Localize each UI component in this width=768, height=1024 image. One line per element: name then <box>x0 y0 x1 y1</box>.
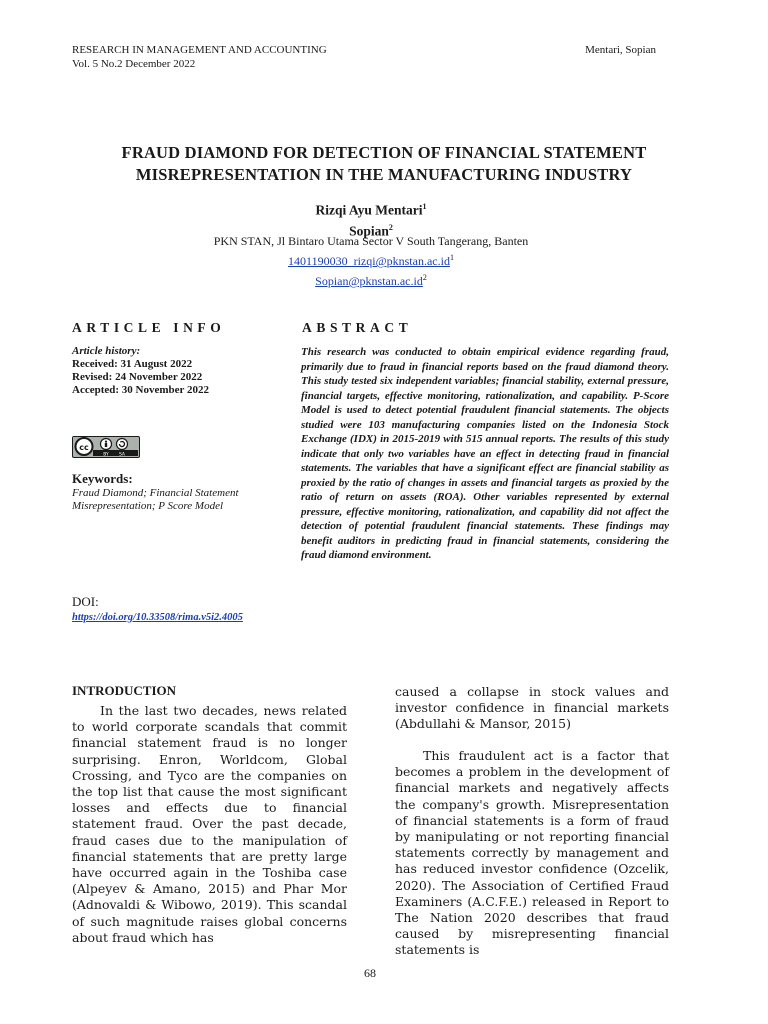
header-authors: Mentari, Sopian <box>585 44 656 56</box>
paper-title <box>40 142 728 186</box>
doi-label: DOI: <box>72 594 99 609</box>
email-2-sup: 2 <box>422 273 427 282</box>
abstract-text: This research was conducted to obtain empirical evidence regarding fraud, primarily due to fraud in financial reports based on the fraud diamond theory. This study tested six independent variables; financial stability, external pressure, financial targets, effective monitoring, rationalization, and capability. P-Score Model is used to detect potential fraudulent financial statements. The objects studied were 103 manufacturing companies listed on the Indonesia Stock Exchange (IDX) in 2015-2019 with 515 annual reports. The results of this study indicate that only two variables have an effect in detecting fraud in financial statements. The variables that have a significant effect are financial stability as proxied by the ratio of changes in assets and financial targets as proxied by the ratio of return on assets (ROA). Other variables represented by external pressure, effective monitoring, rationalization, and capability did not affect the detection of potential fraudulent financial statements. These findings may benefit auditors in predicting fraud in financial statements, considering the fraud diamond environment. <box>301 346 669 561</box>
article-info-heading: ARTICLE INFO <box>72 320 226 335</box>
history-label: Article history: <box>72 345 141 357</box>
journal-name: RESEARCH IN MANAGEMENT AND ACCOUNTING <box>72 44 327 56</box>
author-block <box>40 198 702 239</box>
revised-date: Revised: 24 November 2022 <box>72 371 203 383</box>
article-history <box>72 345 287 397</box>
running-header <box>72 43 327 71</box>
keywords-label: Keywords: <box>72 471 133 486</box>
email-1-sup: 1 <box>449 253 454 262</box>
keywords-line-1: Fraud Diamond; Financial Statement <box>72 487 239 499</box>
accepted-date: Accepted: 30 November 2022 <box>72 384 209 396</box>
author-1 <box>40 198 702 219</box>
svg-text:BY: BY <box>103 452 109 456</box>
email-2-link[interactable]: Sopian@pknstan.ac.id <box>315 274 423 288</box>
cc-license-icon <box>73 437 138 456</box>
introduction-paragraph-1: In the last two decades, news related to world corporate scandals that commit financial statement fraud is no longer surprising. Enron, Worldcom, Global Crossing, and Tyco are the companies on the top list that cause the most significant losses and effects due to financial statement fraud. Over the past decade, fraud cases due to the manipulation of financial statements that are pretty large have occurred again in the Toshiba case (Alpeyev & Amano, 2015) and Phar Mor (Adnovaldi & Wibowo, 2019). This scandal of such magnitude raises global concerns about fraud which has <box>72 703 347 945</box>
received-date: Received: 31 August 2022 <box>72 358 193 370</box>
abstract-heading: ABSTRACT <box>302 320 413 335</box>
page-number: 68 <box>364 966 376 980</box>
cc-by-sa-badge-icon[interactable] <box>72 436 140 458</box>
doi-link[interactable]: https://doi.org/10.33508/rima.v5i2.4005 <box>72 612 243 623</box>
author-1-sup: 1 <box>422 202 427 211</box>
introduction-heading: INTRODUCTION <box>72 683 177 698</box>
author-1-name: Rizqi Ayu Mentari <box>315 202 423 218</box>
svg-text:cc: cc <box>79 443 89 452</box>
email-2-line <box>40 270 702 289</box>
svg-text:SA: SA <box>118 452 126 456</box>
affiliation: PKN STAN, Jl Bintaro Utama Sector V South Tangerang, Banten <box>213 234 529 248</box>
email-1-link[interactable]: 1401190030_rizqi@pknstan.ac.id <box>288 254 450 268</box>
author-2-sup: 2 <box>388 222 393 232</box>
email-1-line <box>40 250 702 269</box>
title-line-2: MISREPRESENTATION IN THE MANUFACTURING INDUSTRY <box>135 165 633 184</box>
affiliation-block <box>40 234 702 289</box>
journal-volume: Vol. 5 No.2 December 2022 <box>72 58 196 70</box>
introduction-paragraph-1-cont: caused a collapse in stock values and investor confidence in financial markets (Abdullahi & Mansor, 2015) <box>395 684 669 732</box>
title-line-1: FRAUD DIAMOND FOR DETECTION OF FINANCIAL STATEMENT <box>121 143 647 162</box>
introduction-paragraph-2: This fraudulent act is a factor that becomes a problem in the development of financial markets and negatively affects the company's growth. Misrepresentation of financial statements is a form of fraud by manipulating or not reporting financial statements correctly by management and has reduced investor confidence (Ozcelik, 2020). The Association of Certified Fraud Examiners (A.C.F.E.) released in Report to The Nation 2020 describes that fraud caused by misrepresenting financial statements is <box>395 748 669 958</box>
author-2-name: Sopian <box>349 223 389 238</box>
keywords-block <box>72 472 287 513</box>
keywords-line-2: Misrepresentation; P Score Model <box>72 500 224 512</box>
